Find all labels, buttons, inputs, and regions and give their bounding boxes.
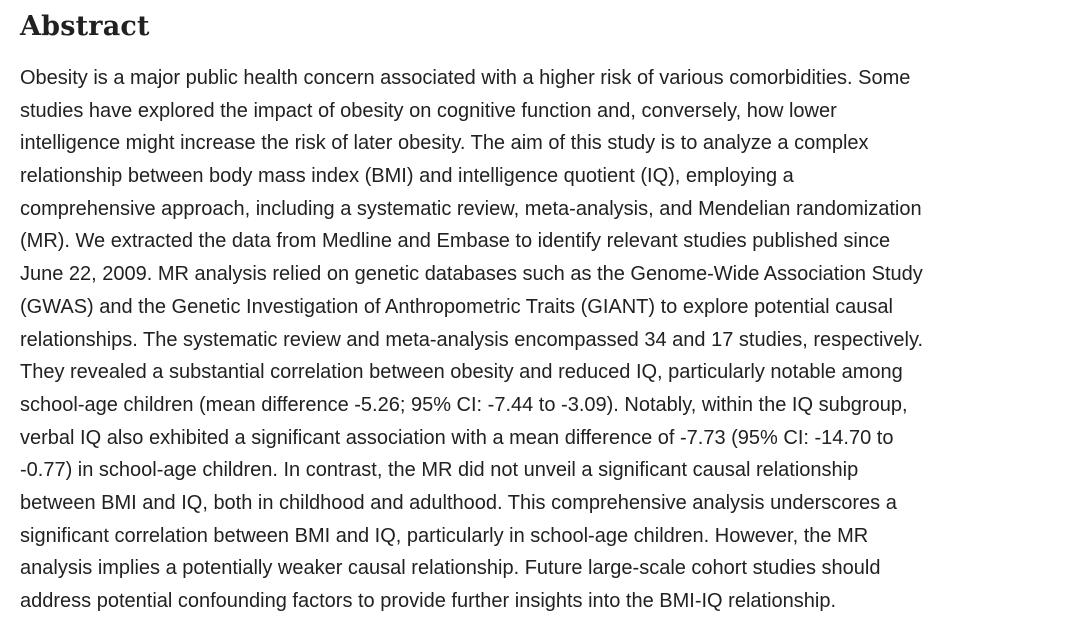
abstract-line: intelligence might increase the risk of later obesity. The aim of this study is to analyze a complex [20,132,869,155]
abstract-line: address potential confounding factors to provide further insights into the BMI-IQ relationship. [20,590,837,612]
abstract-paragraph [20,46,1070,618]
abstract-line: June 22, 2009. MR analysis relied on genetic databases such as the Genome-Wide Association Study [20,263,923,286]
abstract-section [20,0,1070,618]
abstract-line: relationships. The systematic review and meta-analysis encompassed 34 and 17 studies, respectively. [20,328,924,351]
abstract-line: significant correlation between BMI and IQ, particularly in school-age children. However, the MR [20,524,869,547]
abstract-line: They revealed a substantial correlation between obesity and reduced IQ, particularly notable among [20,361,903,384]
abstract-line: analysis implies a potentially weaker causal relationship. Future large-scale cohort studies should [20,557,881,580]
abstract-line: Obesity is a major public health concern associated with a higher risk of various comorbidities. Some [20,67,911,89]
abstract-line: school-age children (mean difference -5.26; 95% CI: -7.44 to -3.09). Notably, within the IQ subgroup, [20,393,908,416]
abstract-line: comprehensive approach, including a systematic review, meta-analysis, and Mendelian randomization [20,197,922,220]
abstract-line: studies have explored the impact of obesity on cognitive function and, conversely, how lower [20,99,837,122]
abstract-line: between BMI and IQ, both in childhood and adulthood. This comprehensive analysis underscores a [20,491,897,514]
abstract-line: (MR). We extracted the data from Medline and Embase to identify relevant studies published since [20,230,891,253]
abstract-heading: Abstract [20,11,150,42]
abstract-line: -0.77) in school-age children. In contrast, the MR did not unveil a significant causal relationship [20,459,859,482]
abstract-line: (GWAS) and the Genetic Investigation of Anthropometric Traits (GIANT) to explore potential causal [20,295,893,318]
abstract-line: verbal IQ also exhibited a significant association with a mean difference of -7.73 (95% CI: -14.70 to [20,426,894,449]
abstract-line: relationship between body mass index (BMI) and intelligence quotient (IQ), employing a [20,165,794,188]
